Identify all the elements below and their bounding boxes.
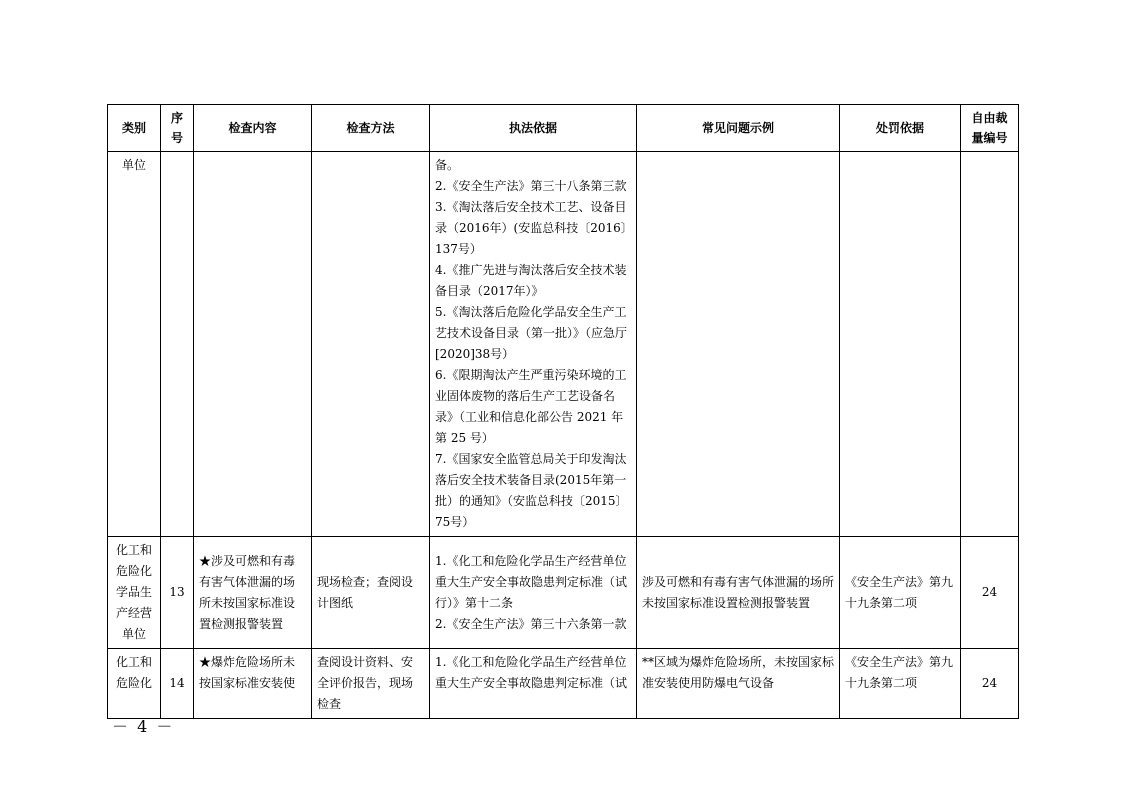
cell-discretion: 24 (961, 537, 1019, 649)
basis-item: 6.《限期淘汰产生严重污染环境的工业固体废物的落后生产工艺设备名录》（工业和信息化部公告 2021 年第 25 号） (435, 368, 627, 445)
table-row (108, 152, 1019, 537)
cell-penalty: 《安全生产法》第九十九条第二项 (840, 537, 961, 649)
header-seq: 序号 (161, 105, 194, 152)
cell-basis (430, 649, 637, 719)
cell-content: ★爆炸危险场所未按国家标准安装使 (194, 649, 312, 719)
table-header-row (108, 105, 1019, 152)
cell-basis (430, 537, 637, 649)
basis-item: 1.《化工和危险化学品生产经营单位重大生产安全事故隐患判定标准（试 (435, 655, 628, 690)
cell-content (194, 152, 312, 537)
page-number: － 4 － (112, 717, 175, 736)
header-basis: 执法依据 (430, 105, 637, 152)
basis-item: 2.《安全生产法》第三十八条第三款 (435, 179, 627, 193)
basis-item: 2.《安全生产法》第三十六条第一款 (435, 616, 627, 631)
cell-category: 化工和危险化学品生产经营单位 (108, 537, 161, 649)
cell-category: 单位 (108, 152, 161, 537)
cell-penalty: 《安全生产法》第九十九条第二项 (840, 649, 961, 719)
cell-method (312, 152, 430, 537)
cell-method: 现场检查；查阅设计图纸 (312, 537, 430, 649)
header-content: 检查内容 (194, 105, 312, 152)
table-row (108, 537, 1019, 649)
header-method: 检查方法 (312, 105, 430, 152)
cell-discretion (961, 152, 1019, 537)
basis-item: 1.《化工和危险化学品生产经营单位重大生产安全事故隐患判定标准（试行）》第十二条 (435, 553, 628, 610)
basis-item: 备。 (435, 158, 460, 172)
cell-seq (161, 152, 194, 537)
cell-examples: **区域为爆炸危险场所，未按国家标准安装使用防爆电气设备 (637, 649, 840, 719)
cell-basis (430, 152, 637, 537)
basis-item: 7.《国家安全监管总局关于印发淘汰落后安全技术装备目录(2015年第一批）的通知》（安监总科技〔2015〕75号） (435, 452, 628, 529)
header-discretion: 自由裁量编号 (961, 105, 1019, 152)
cell-examples: 涉及可燃和有毒有害气体泄漏的场所未按国家标准设置检测报警装置 (637, 537, 840, 649)
header-category: 类别 (108, 105, 161, 152)
cell-seq: 14 (161, 649, 194, 719)
cell-content: ★涉及可燃和有毒有害气体泄漏的场所未按国家标准设置检测报警装置 (194, 537, 312, 649)
cell-method: 查阅设计资料、安全评价报告，现场检查 (312, 649, 430, 719)
table-row (108, 649, 1019, 719)
header-penalty: 处罚依据 (840, 105, 961, 152)
cell-examples (637, 152, 840, 537)
basis-item: 4.《推广先进与淘汰落后安全技术装备目录（2017年）》 (435, 263, 627, 298)
basis-item: 5.《淘汰落后危险化学品安全生产工艺技术设备目录（第一批）》（应急厅[2020]38号） (435, 305, 628, 361)
basis-item: 3.《淘汰落后安全技术工艺、设备目录（2016年）(安监总科技〔2016〕137号） (435, 200, 627, 256)
cell-discretion: 24 (961, 649, 1019, 719)
inspection-table (107, 104, 1019, 719)
header-examples: 常见问题示例 (637, 105, 840, 152)
cell-seq: 13 (161, 537, 194, 649)
cell-penalty (840, 152, 961, 537)
cell-category: 化工和危险化 (108, 649, 161, 719)
